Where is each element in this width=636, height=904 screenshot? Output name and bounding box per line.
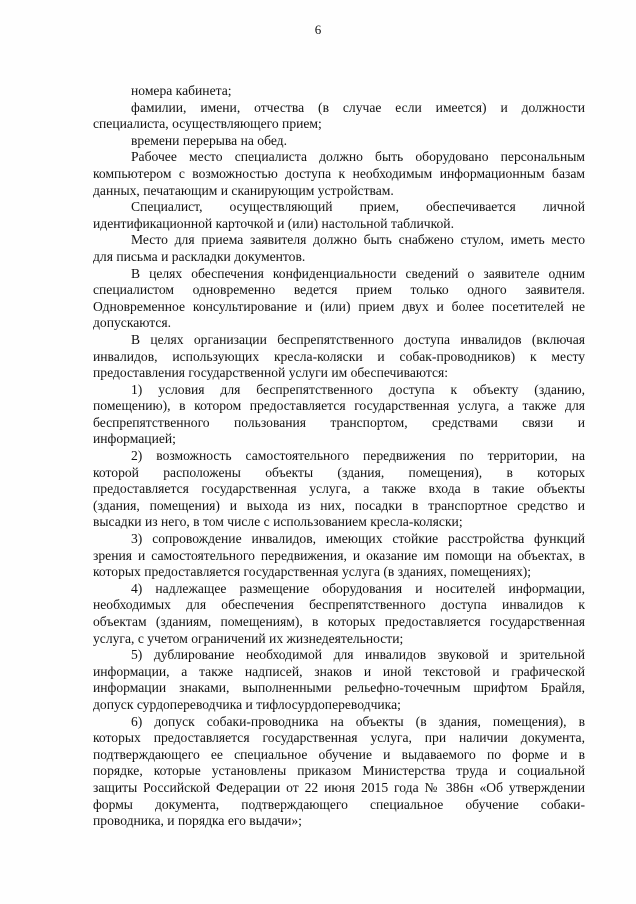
text-line: которой расположены объекты (здания, помещения), в которых [93,464,585,480]
text-line: Специалист, осуществляющий прием, обеспечивается личной [131,199,585,215]
text-line: объектам (зданиям, помещениям), в которых предоставляется государственная [93,614,585,629]
text-line: допуск сурдопереводчика и тифлосурдопереводчика; [93,696,401,712]
text-line: проводника, и порядка его выдачи»; [93,813,302,829]
text-line: 3) сопровождение инвалидов, имеющих стойкие расстройства функций [131,531,585,547]
text-line: зрения и самостоятельного передвижения, и оказание им помощи на объектах, в [93,547,585,563]
text-line: идентификационной карточкой и (или) настольной табличкой. [93,215,454,231]
text-line: предоставляется государственная услуга, а также входа в такие объекты [93,481,585,497]
text-line: (здания, помещения) и выхода из них, посадки в транспортное средство и [93,497,585,513]
text-line: Место для приема заявителя должно быть снабжено стулом, иметь место [131,232,585,248]
text-line: специалистом одновременно ведется прием только одного заявителя. [93,282,585,298]
text-line: фамилии, имени, отчества (в случае если имеется) и должности [131,99,585,115]
text-line: информацией; [93,431,176,447]
page-number: 6 [314,22,322,37]
text-line: помещению), в котором предоставляется государственная услуга, а также для [93,398,585,414]
text-line: Одновременное консультирование и (или) прием двух и более посетителей не [93,298,585,314]
text-line: 2) возможность самостоятельного передвижения по территории, на [131,448,585,464]
text-line: для письма и раскладки документов. [93,248,306,264]
text-line: информации, а также надписей, знаков и иной текстовой и графической [93,663,585,679]
text-line: 6) допуск собаки-проводника на объекты (в здания, помещения), в [131,713,585,729]
text-line: данных, печатающим и сканирующим устройствам. [93,182,394,198]
text-line: услуга, с учетом ограничений их жизнедеятельности; [93,630,404,646]
text-line: 4) надлежащее размещение оборудования и носителей информации, [131,580,585,596]
text-line: предоставления государственной услуги им обеспечиваются: [93,365,449,381]
text-line: Рабочее место специалиста должно быть оборудовано персональным [131,149,585,165]
text-line: которых предоставляется государственная услуга, при наличии документа, [93,730,585,746]
text-line: информации знаками, выполненными рельефно-точечным шрифтом Брайля, [93,680,585,696]
text-line: В целях организации беспрепятственного доступа инвалидов (включая [131,331,585,347]
text-line: 5) дублирование необходимой для инвалидов звуковой и зрительной [131,647,585,663]
text-line: защиты Российской Федерации от 22 июня 2015 года № 386н «Об утверждении [93,779,585,795]
text-line: В целях обеспечения конфиденциальности сведений о заявителе одним [131,265,585,281]
text-line: формы документа, подтверждающего специальное обучение собаки- [93,796,585,812]
text-line: порядке, которые установлены приказом Министерства труда и социальной [93,763,585,779]
text-line: подтверждающего ее специальное обучение и выдаваемого по форме и в [93,746,585,762]
text-line: номера кабинета; [131,83,232,98]
document-body [93,83,585,830]
text-line: которых предоставляется государственная услуга (в зданиях, помещениях); [93,564,532,580]
text-line: инвалидов, использующих кресла-коляски и собак-проводников) к месту [93,348,585,364]
text-line: специалиста, осуществляющего прием; [93,116,322,132]
text-line: 1) условия для беспрепятственного доступа к объекту (зданию, [131,381,585,397]
text-line: допускаются. [93,315,172,331]
text-line: времени перерыва на обед. [131,132,287,148]
text-line: компьютером с возможностью доступа к необходимым информационным базам [93,165,585,181]
text-line: беспрепятственного пользования транспортом, средствами связи и [93,414,585,430]
text-line: высадки из него, в том числе с использованием кресла-коляски; [93,514,463,530]
text-line: необходимых для обеспечения беспрепятственного доступа инвалидов к [93,597,585,613]
